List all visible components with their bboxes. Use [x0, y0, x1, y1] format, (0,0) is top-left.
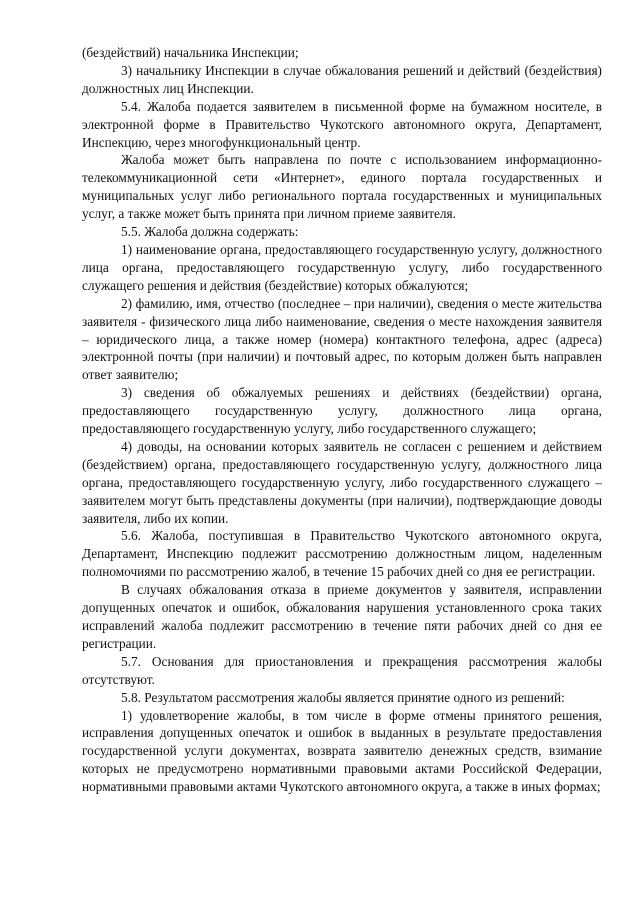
- paragraph-5-5-item-1: 1) наименование органа, предоставляющего государственную услугу, должностного лица органа, предоставляющего государственную услугу, либо государственного служащего решения и действия (бездействие) которых обжалуются;: [82, 241, 602, 293]
- paragraph-5-5-item-4: 4) доводы, на основании которых заявитель не согласен с решением и действием (бездействием) органа, предоставляющего государственную услугу, должностного лица органа, предоставляющего государственную услугу, либо государственного служащего – заявителем могут быть представлены документы (при наличии), подтверждающие доводы заявителя, либо их копии.: [82, 438, 602, 526]
- paragraph-item-3: 3) начальнику Инспекции в случае обжалования решений и действий (бездействия) должностных лиц Инспекции.: [82, 62, 602, 96]
- paragraph-5-8: 5.8. Результатом рассмотрения жалобы является принятие одного из решений:: [121, 689, 565, 705]
- paragraph-5-4: 5.4. Жалоба подается заявителем в письменной форме на бумажном носителе, в электронной форме в Правительство Чукотского автономного округа, Департамент, Инспекцию, через многофункциональный центр.: [82, 98, 602, 150]
- paragraph-5-5: 5.5. Жалоба должна содержать:: [121, 224, 299, 240]
- document-page: [82, 44, 602, 796]
- paragraph-refusal-cases: В случаях обжалования отказа в приеме документов у заявителя, исправлении допущенных опечаток и ошибок, обжалования нарушения установленного срока таких исправлений жалоба подлежит рассмотрению в течение пяти рабочих дней со дня ее регистрации.: [82, 582, 602, 651]
- paragraph-5-5-item-3: 3) сведения об обжалуемых решениях и действиях (бездействии) органа, предоставляющего государственную услугу, должностного лица органа, предоставляющего государственную услугу, либо государственного служащего;: [82, 385, 602, 437]
- paragraph-5-8-item-1: 1) удовлетворение жалобы, в том числе в форме отмены принятого решения, исправления допущенных опечаток и ошибок в выданных в результате предоставления государственной услуги документах, возврата заявителю денежных средств, взимание которых не предусмотрено нормативными правовыми актами Российской Федерации, нормативными правовыми актами Чукотского автономного округа, а также в иных формах;: [82, 707, 602, 795]
- paragraph-continuation: (бездействий) начальника Инспекции;: [82, 45, 299, 60]
- paragraph-5-6: 5.6. Жалоба, поступившая в Правительство Чукотского автономного округа, Департамент, Инспекцию подлежит рассмотрению должностным лицом, наделенным полномочиями по рассмотрению жалоб, в течение 15 рабочих дней со дня ее регистрации.: [82, 528, 602, 580]
- paragraph-5-5-item-2: 2) фамилию, имя, отчество (последнее – при наличии), сведения о месте жительства заявителя - физического лица либо наименование, сведения о месте нахождения заявителя – юридического лица, а также номер (номера) контактного телефона, адрес (адреса) электронной почты (при наличии) и почтовый адрес, по которым должен быть направлен ответ заявителю;: [82, 295, 602, 383]
- paragraph-5-7: 5.7. Основания для приостановления и прекращения рассмотрения жалобы отсутствуют.: [82, 653, 602, 687]
- paragraph-mail-submission: Жалоба может быть направлена по почте с использованием информационно-телекоммуникационной сети «Интернет», единого портала государственных и муниципальных услуг либо регионального портала государственных и муниципальных услуг, а также может быть принята при личном приеме заявителя.: [82, 152, 602, 222]
